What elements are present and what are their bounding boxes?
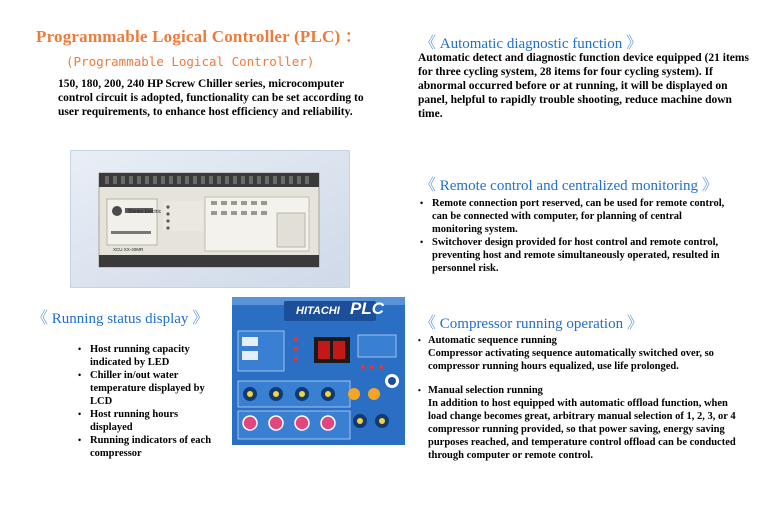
heading-close-bracket: 》 — [625, 35, 642, 52]
running-status-list — [78, 343, 218, 460]
remote-control-heading — [420, 172, 718, 195]
plc-device-photo — [70, 150, 350, 288]
running-status-heading — [32, 305, 208, 328]
list-item: • Running indicators of each compressor — [78, 434, 218, 460]
page-title-colon: ： — [344, 27, 363, 46]
page-subtitle: (Programmable Logical Controller) — [66, 54, 315, 69]
bullet-icon: • — [418, 336, 421, 345]
plc-description: 150, 180, 200, 240 HP Screw Chiller series, microcomputer control circuit is adopted, functionality can be set according to user requirements, to enhance host efficiency and reliability. — [58, 78, 364, 118]
auto-sequence-item — [418, 334, 748, 347]
panel-plc-label: PLC — [350, 299, 384, 318]
heading-close-bracket: 》 — [701, 177, 718, 194]
list-item: • Switchover design provided for host control and remote control, preventing host and remote simultaneously operated, resulted in personnel risk. — [420, 236, 732, 275]
heading-open-bracket: 《 — [420, 315, 437, 332]
heading-close-bracket: 》 — [192, 310, 209, 327]
auto-sequence-head: Automatic sequence running — [428, 335, 557, 346]
device-brand-label: Shinko Electric — [128, 209, 162, 215]
control-panel-photo — [232, 297, 405, 445]
manual-selection-item — [418, 384, 748, 397]
heading-open-bracket: 《 — [420, 177, 437, 194]
heading-open-bracket: 《 — [420, 35, 437, 52]
list-item: • Host running hours displayed — [78, 408, 218, 434]
auto-diagnostic-heading — [420, 30, 642, 53]
compressor-heading — [420, 310, 643, 333]
page-title-text: Programmable Logical Controller (PLC) — [36, 27, 341, 46]
manual-selection-text: In addition to host equipped with automatic offload function, when load change becomes great, arbitrary manual selection of 1, 2, 3, or 4 compressor running provided, so that power saving, energy saving purposes reached, and temperature control offload can be conducted through computer or remote control. — [428, 398, 736, 461]
compressor-section — [418, 334, 748, 462]
plc-device-illustration — [71, 151, 349, 287]
auto-diagnostic-title: Automatic diagnostic function — [439, 36, 623, 52]
remote-control-title: Remote control and centralized monitoring — [439, 178, 699, 194]
list-item: • Host running capacity indicated by LED — [78, 343, 218, 369]
auto-diagnostic-text: Automatic detect and diagnostic function device equipped (21 items for three cycling system, 28 items for four cycling system). If abnormal occurred before or at running, it will be displayed on panel, helpful to rapidly trouble shooting, reduce machine down time. — [418, 52, 749, 120]
list-item: • Remote connection port reserved, can be used for remote control, can be connected with computer, for planning of central monitoring system. — [420, 197, 732, 236]
remote-control-list — [420, 197, 732, 275]
heading-open-bracket: 《 — [32, 310, 49, 327]
auto-sequence-text: Compressor activating sequence automatically switched over, so compressor running hours equalized, use life prolonged. — [428, 348, 714, 372]
device-model-label: XCU XX-40MR — [113, 247, 144, 252]
heading-close-bracket: 》 — [626, 315, 643, 332]
control-panel-illustration — [232, 297, 405, 445]
panel-brand-label: HITACHI — [296, 305, 340, 317]
running-status-title: Running status display — [51, 311, 189, 327]
manual-selection-head: Manual selection running — [428, 385, 543, 396]
list-item: • Chiller in/out water temperature displayed by LCD — [78, 369, 218, 408]
bullet-icon: • — [418, 386, 421, 395]
page-title — [36, 22, 362, 47]
compressor-title: Compressor running operation — [439, 316, 624, 332]
